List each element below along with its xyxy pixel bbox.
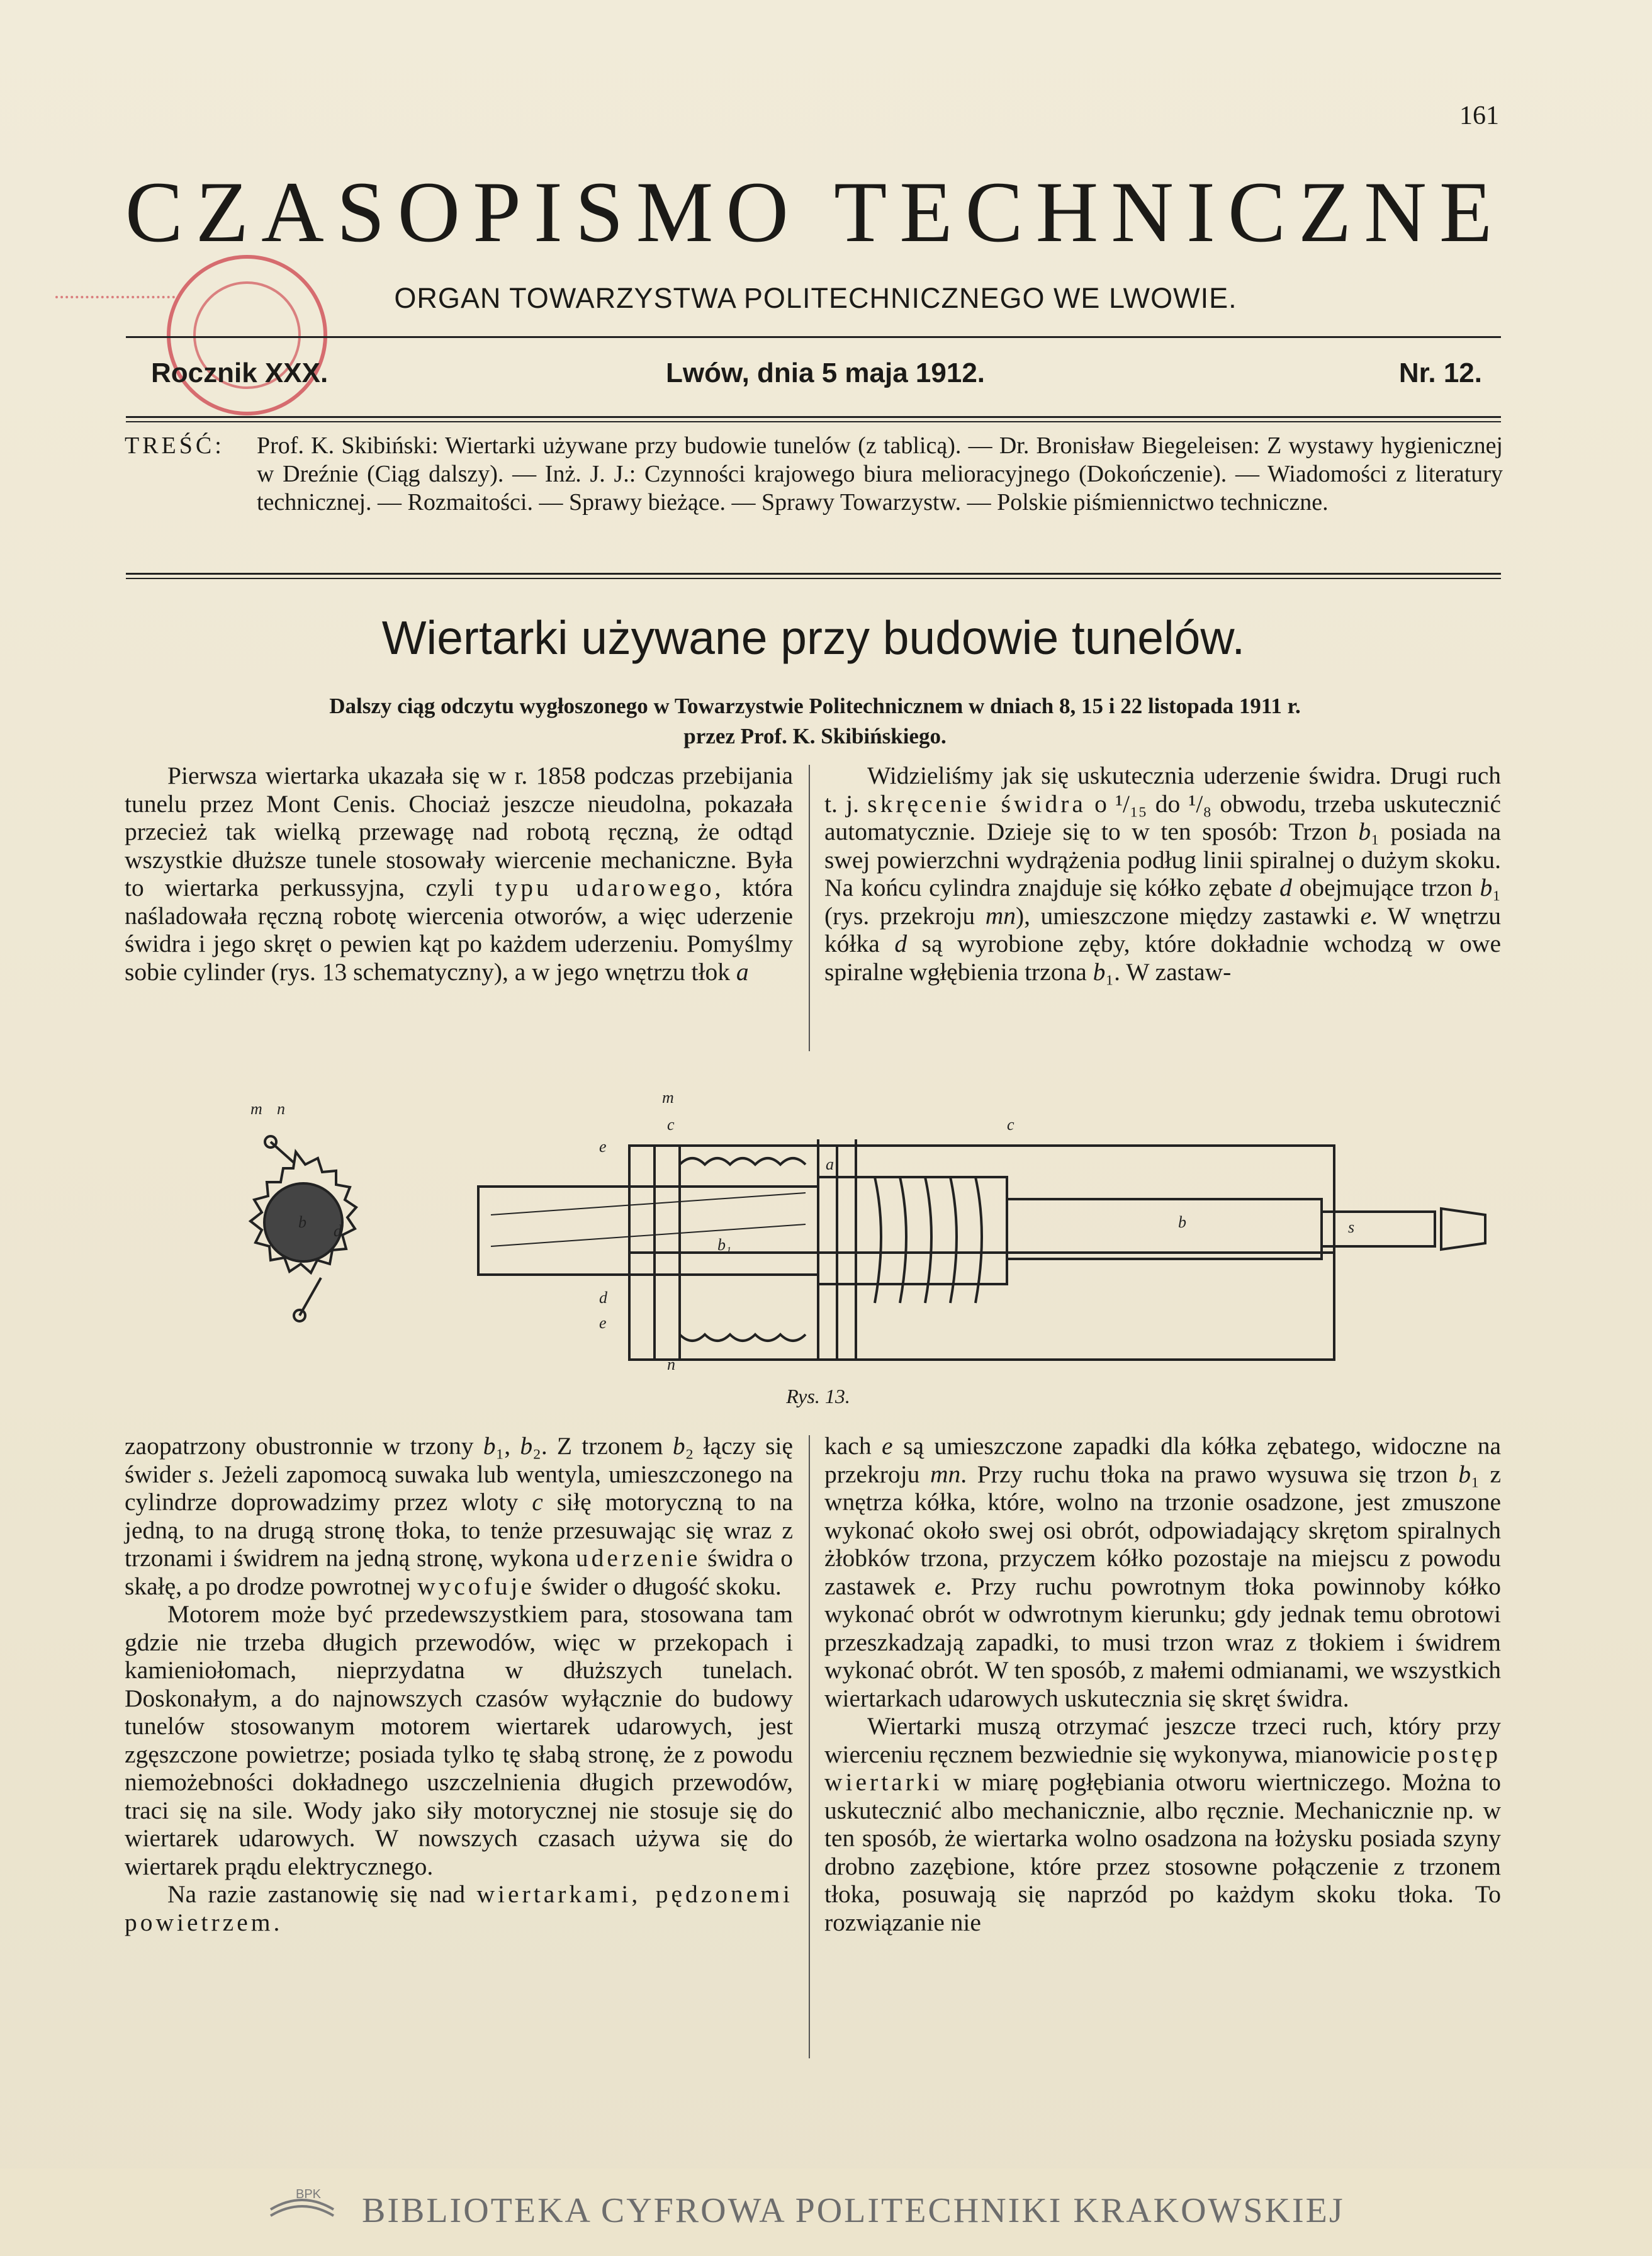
column-divider-bottom [809,1435,810,2058]
svg-text:b: b [1178,1213,1186,1231]
article-title: Wiertarki używane przy budowie tunelów. [381,611,1245,664]
bpk-logo-text: BPK [296,2187,322,2201]
issue-date: Lwów, dnia 5 maja 1912. [666,358,986,388]
bpk-logo [264,2184,340,2227]
table-of-contents [125,432,1503,517]
svg-text:c: c [1007,1115,1014,1134]
volume-label: Rocznik XXX. [151,358,329,388]
masthead-title: CZASOPISMO TECHNICZNE [125,164,1505,260]
issue-line [126,358,1501,395]
paragraph: Na razie zastanowię się nad wiertarkami, pędzonemi powietrzem. [125,1880,793,1936]
page-number: 161 [1459,101,1499,130]
svg-text:m: m [250,1100,262,1118]
drill-diagram [189,1070,1510,1423]
svg-text:m: m [662,1088,674,1107]
footer-library-name: BIBLIOTEKA CYFROWA POLITECHNIKI KRAKOWSKIEJ [362,2191,1345,2230]
paragraph: zaopatrzony obustronnie w trzony b₁, b₂. Z trzonem b₂ łączy się świder s. Jeżeli zapomocą suwaka lub wentyla, umieszczonego na cylindrze doprowadzimy przez wloty c siłę motoryczną to na jedną, to na drugą stronę tłoka, to tenże przesuwając się wraz z trzonami i świdrem na jedną stronę, wykona uderzenie świdra o skałę, a po drodze powrotnej wycofuje świder o długość skoku. [125,1432,793,1600]
paragraph: Widzieliśmy jak się uskutecznia uderzenie świdra. Drugi ruch t. j. skręcenie świdra o ¹/₁₅ do ¹/₈ obwodu, trzeba uskutecznić automatycznie. Dzieje się to w ten sposób: Trzon b₁ posiada na swej powierzchni wydrążenia podług linii spiralnej o dużym skoku. Na końcu cylindra znajduje się kółko zębate d obejmujące trzon b₁ (rys. przekroju mn), umieszczone między zastawki e. W wnętrzu kółka d są wyrobione zęby, które dokładnie wchodzą w owe spiralne wgłębienia trzona b₁. W zastaw- [824,762,1502,986]
column-right-top [824,762,1501,986]
svg-text:n: n [277,1100,285,1118]
svg-text:d: d [334,1222,342,1240]
svg-text:d: d [599,1289,607,1307]
svg-text:n: n [667,1355,675,1373]
column-left-top [125,762,793,986]
masthead-organ: ORGAN TOWARZYSTWA POLITECHNICZNEGO WE LWOWIE. [394,282,1237,314]
subtitle-line-1: Dalszy ciąg odczytu wygłoszonego w Towarzystwie Politechnicznem w dniach 8, 15 i 22 listopada 1911 r. [329,694,1301,718]
issue-number: Nr. 12. [1398,358,1482,388]
stamp-ink-mark [55,296,175,307]
svg-text:b₁: b₁ [717,1236,732,1254]
paragraph: Wiertarki muszą otrzymać jeszcze trzeci ruch, który przy wierceniu ręcznem bezwiednie się wykonywa, mianowicie postęp wiertarki w miarę pogłębiania otworu wiertniczego. Można to uskutecznić albo mechanicznie, albo ręcznie. Mechanicznie np. w ten sposób, że wiertarka wolno osadzona na łożysku posiada szyny drobno zazębione, które przez stosowne połączenie z trzonem tłoka, posuwają się naprzód po każdym skoku tłoka. To rozwiązanie nie [824,1712,1501,1936]
svg-text:e: e [599,1137,607,1156]
article-subtitle [157,691,1473,752]
contents-text: Prof. K. Skibiński: Wiertarki używane przy budowie tunelów (z tablicą). — Dr. Bronisław Biegeleisen: Z wystawy hygienicznej w Dreźnie (Ciąg dalszy). — Inż. J. J.: Czynności krajowego biura melioracyjnego (Dokończenie). — Wiadomości z literatury technicznej. — Rozmaitości. — Sprawy bieżące. — Sprawy Towarzystw. — Polskie piśmiennictwo techniczne. [257,432,1503,516]
subtitle-line-2: przez Prof. K. Skibińskiego. [683,724,947,748]
svg-text:c: c [667,1115,675,1134]
paragraph: kach e są umieszczone zapadki dla kółka zębatego, widoczne na przekroju mn. Przy ruchu tłoka na prawo wysuwa się trzon b₁ z wnętrza kółka, które, wolno na trzonie osadzone, jest zmuszone wykonać około swej osi obrót, odpowiadający skrętom spiralnych żłobków trzona, przyczem kółko pozostaje na miejscu z powodu zastawek e. Przy ruchu powrotnym tłoka powinnoby kółko wykonać obrót w odwrotnym kierunku; gdy jednak temu obrotowi przeszkadzają zapadki, to musi trzon wraz z tłokiem i świdrem wykonać obrót. W ten sposób, z małemi odmianami, we wszystkich wiertarkach udarowych uskutecznia się skręt świdra. [824,1432,1501,1712]
contents-bottom-rule [126,573,1501,575]
book-icon [264,2184,340,2227]
column-right-bottom [824,1432,1501,1936]
figure-caption: Rys. 13. [786,1385,850,1407]
svg-text:e: e [599,1314,607,1332]
masthead-rule [126,336,1501,338]
svg-text:s: s [1348,1218,1355,1236]
column-divider-top [809,765,810,1051]
contents-top-rule [126,416,1501,418]
column-left-bottom [125,1432,793,1936]
contents-top-rule-2 [126,421,1501,422]
paragraph: Motorem może być przedewszystkiem para, stosowana tam gdzie nie trzeba długich przewodów, więc w przekopach i kamieniołomach, nieprzydatna w dłuższych tunelach. Doskonałym, a do najnowszych czasów wyłącznie do budowy tunelów stosowanym motorem wiertarek udarowych, jest zgęszczone powietrze; posiada tylko tę słabą stronę, że z powodu niemożebności dokładnego uszczelnienia długich przewodów, traci się na sile. Wody jako siły motorycznej nie stosuje się do wiertarek udarowych. W nowszych czasach używa się do wiertarek prądu elektrycznego. [125,1600,793,1880]
svg-text:a: a [826,1155,834,1173]
paragraph: Pierwsza wiertarka ukazała się w r. 1858 podczas przebijania tunelu przez Mont Cenis. Chociaż jeszcze nieudolna, pokazała przecież tak wielką przewagę nad robotą ręczną, że odtąd wszystkie dłuższe tunele stosowały wiercenie mechaniczne. Była to wiertarka perkussyjna, czyli typu udarowego, która naśladowała ręczną robotę wiercenia otworów, a więc uderzenie świdra i jego skręt o pewien kąt po każdem uderzeniu. Pomyślmy sobie cylinder (rys. 13 schematyczny), a w jego wnętrzu tłok a [125,762,793,986]
contents-bottom-rule-2 [126,578,1501,579]
contents-lead: TREŚĆ: [125,432,225,459]
svg-text:b: b [298,1213,306,1231]
cylinder-section [478,1139,1485,1360]
